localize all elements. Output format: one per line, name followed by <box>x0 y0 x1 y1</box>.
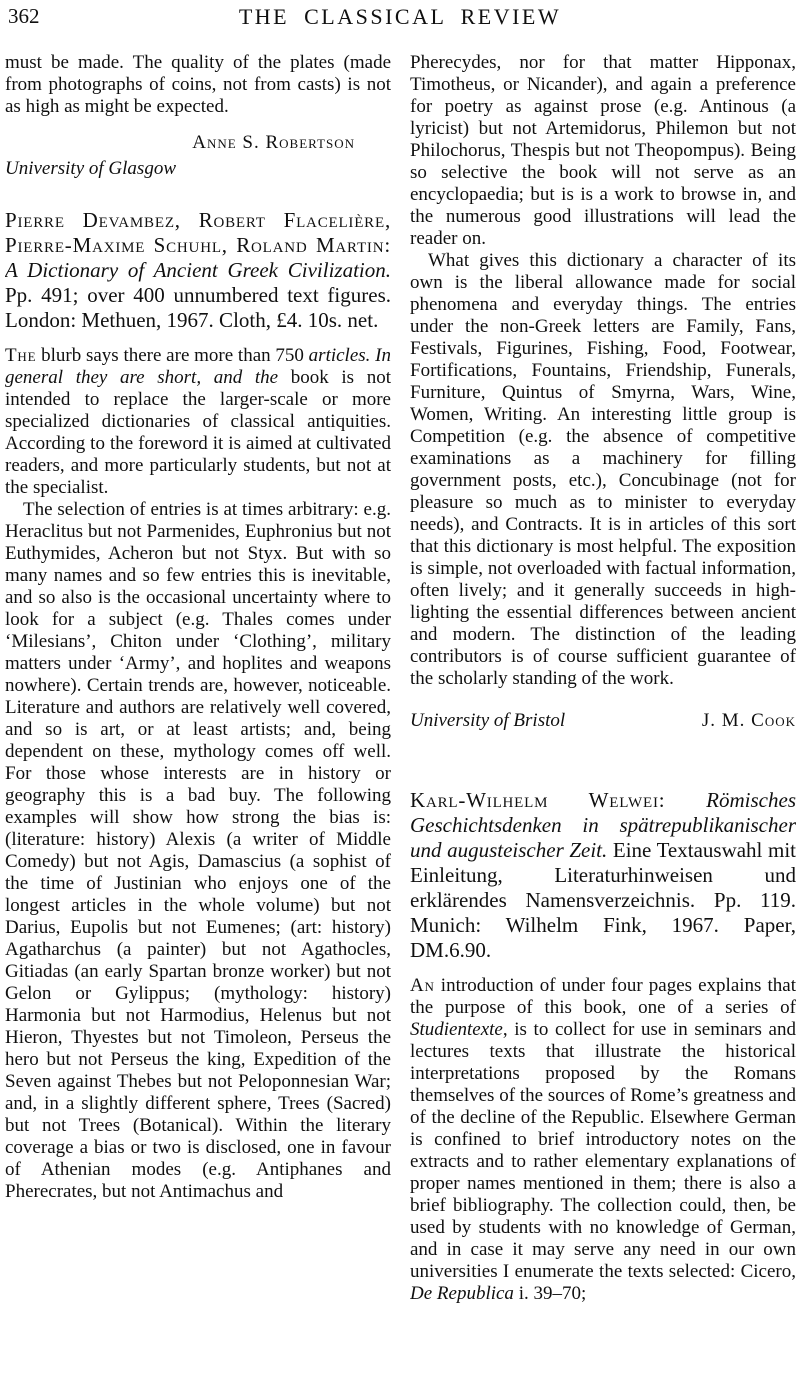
text-segment: , is to collect for use in seminars and lectures texts that illustrate the historical interpretations proposed by the Romans themselves of the sources of Rome’s greatness and of the decline of the Republic. Elsewhere German is confined to brief introductory notes on the extracts and to rather elementary explanations of proper names mentioned in them; there is also a brief bibliography. The collection could, then, be used by students with no knowledge of German, and in case it may serve any need in our own universities I enumerate the texts selected: Cicero, <box>410 1019 796 1282</box>
text-segment: i. 39–70; <box>513 1283 587 1304</box>
reviewer-affiliation: University of Bristol <box>410 710 566 731</box>
text-segment: An <box>410 975 435 996</box>
text-segment: introduction of under four pages explains that the purpose of this book, one of a series of <box>410 975 796 1018</box>
reviewer-name: J. M. Cook <box>701 710 796 731</box>
left-column <box>5 52 391 1378</box>
reviewer-affiliation: University of Glasgow <box>5 158 176 179</box>
right-column <box>410 52 796 1378</box>
page-number: 362 <box>8 4 40 28</box>
reviewer-signature-line <box>410 710 796 732</box>
review-heading <box>5 208 391 333</box>
text-segment: The <box>5 345 37 366</box>
review-publication-info: Pp. 491; over 400 unnumbered text figures. London: Methuen, 1967. Cloth, £4. 10s. net. <box>5 283 391 332</box>
review-book-title: A Dictionary of Ancient Greek Civilization. <box>5 258 391 282</box>
review-heading <box>410 788 796 963</box>
review-paragraph: The selection of entries is at times arbitrary: e.g. Heraclitus but not Parmenides, Euphronius but not Euthymides, Acheron but not Styx. But with so many names and so few entries this is inevitable, and so also is the occasional uncertainty where to look for a subject (e.g. Thales comes under ‘Milesians’, Chiton under ‘Clothing’, military matters under ‘Army’, and hoplites and weapons nowhere). Certain trends are, however, noticeable. Literature and authors are relatively well covered, and so is art, or at least artists; and, being dependent on these, mythology comes off well. For those whose interests are in history or geography this is a bad buy. The following examples will show how strong the bias is: (literature: history) Alexis (a writer of Middle Comedy) but not Agis, Damascius (a sophist of the time of Justinian who enjoys one of the longest articles in the whole volume) but not Darius, Eupolis but not Eumenes; (art: history) Agatharchus (a painter) but not Agathocles, Gitiadas (an early Spartan bronze worker) but not Gelon or Gylippus; (mythology: history) Harmonia but not Harmodius, Helenus but not Hieron, Thyestes but not Timoleon, Perseus the hero but not Perseus the king, Expedition of the Seven against Thebes but not Peloponnesian War; and, in a slightly different sphere, Trees (Sacred) but not Trees (Botanical). Within the literary coverage a bias or two is disclosed, one in favour of Athenian modes (e.g. Antiphanes and Pherecrates, but not Antimachus and <box>5 499 391 1202</box>
review-paragraph: What gives this dictionary a character of its own is the liberal allowance made for social phenomena and everyday things. The entries under the non-Greek letters are Family, Fans, Festivals, Figurines, Fishing, Food, Footwear, Fortifications, Fountains, Friendship, Funerals, Furniture, Quintus of Smyrna, Wars, Wine, Women, Writing. An interesting little group is Competition (e.g. the absence of competitive examinations as a machinery for filling government posts, etc.), Concubinage (not for pleasure so much as to minister to everyday needs), and Contracts. It is in articles of this sort that this dictionary is most helpful. The exposition is simple, not overloaded with factual information, often lively; and it generally succeeds in high-lighting the essential differences between ancient and modern. The distinction of the leading contributors is of course sufficient guarantee of the scholarly standing of the work. <box>410 250 796 689</box>
continuation-paragraph: Pherecydes, nor for that matter Hipponax, Timotheus, or Nicander), and again a preference for poetry as against prose (e.g. Antinous (a lyricist) but not Artemidorus, Philemon but not Philochorus, Thespis but not Theopompus). Being so selective the book will not serve as an encyclopaedia; but is is a work to browse in, and the numerous good illustrations will lead the reader on. <box>410 52 796 249</box>
journal-title: THE CLASSICAL REVIEW <box>238 4 562 29</box>
text-segment: articles. In general they are short, and the <box>5 345 391 388</box>
text-segment: De Republica <box>410 1283 514 1304</box>
review-authors: Karl-Wilhelm Welwei: <box>410 788 707 812</box>
review-paragraph <box>5 345 391 499</box>
reviewer-name: Anne S. Robertson <box>192 132 355 153</box>
text-segment: book is not intended to replace the larger-scale or more specialized dictionaries of classical antiquities. According to the foreword it is aimed at cultivated readers, and more particularly students, but not at the specialist. <box>5 367 391 498</box>
review-book-title: Römisches Geschichtsdenken in spätrepublikanischer und augusteischer Zeit. <box>410 788 796 862</box>
review-paragraph <box>410 975 796 1305</box>
reviewer-signature-line <box>5 132 391 154</box>
text-segment: Studientexte <box>410 1019 503 1040</box>
review-authors: Pierre Devambez, Robert Flacelière, Pierre-Maxime Schuhl, Roland Martin: <box>5 208 391 257</box>
review-publication-info: Eine Textauswahl mit Einleitung, Literaturhinweisen und erklärendes Namensverzeichnis. Pp. 119. Munich: Wilhelm Fink, 1967. Paper, DM.6.90. <box>410 838 796 962</box>
text-segment: blurb says there are more than 750 <box>36 345 309 366</box>
continuation-paragraph: must be made. The quality of the plates (made from photographs of coins, not from casts) is not as high as might be expected. <box>5 52 391 117</box>
